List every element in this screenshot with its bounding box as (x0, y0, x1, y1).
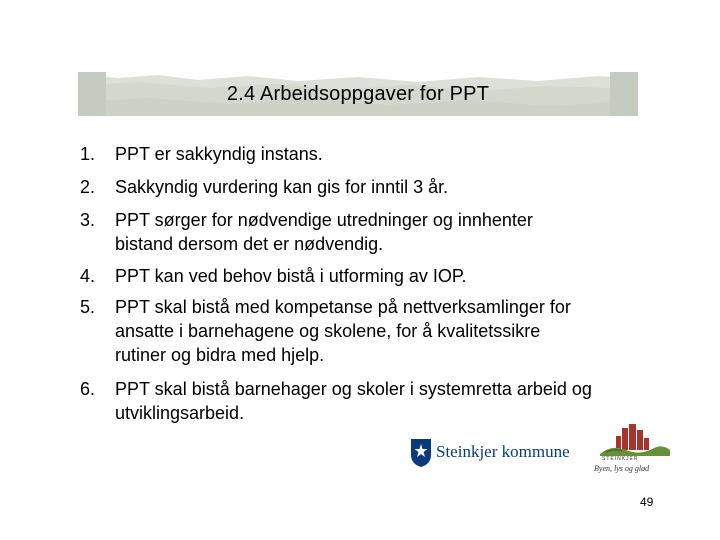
list-item-text: PPT sørger for nødvendige utredninger og innhenter bistand dersom det er nødvendig. (115, 210, 533, 254)
steinkjer-kommune-logo (410, 436, 580, 472)
list-item-number: 3. (80, 210, 96, 230)
list-item-number: 5. (80, 297, 96, 317)
list-item-number: 4. (80, 266, 96, 286)
steinkjer-city-logo (592, 424, 674, 480)
list-item-text: PPT skal bistå med kompetanse på nettverksamlinger for ansatte i barnehagene og skolene, for å kvalitetssikre rutiner og bidra med hjelp. (115, 297, 571, 365)
city-skyline-icon (592, 424, 674, 456)
list-item-number: 6. (80, 379, 96, 399)
list-item-text: Sakkyndig vurdering kan gis for inntil 3 år. (115, 177, 449, 197)
list-item-number: 2. (80, 177, 96, 197)
list-item-text: PPT skal bistå barnehager og skoler i systemretta arbeid og utviklingsarbeid. (115, 379, 592, 423)
title-band (78, 72, 638, 116)
slide-title: 2.4 Arbeidsoppgaver for PPT (226, 83, 490, 105)
list-item-number: 1. (80, 144, 96, 164)
list-item-text: PPT kan ved behov bistå i utforming av IOP. (115, 266, 467, 286)
kommune-name: Steinkjer kommune (436, 442, 570, 461)
city-word: STEINKJER (602, 456, 639, 462)
kommune-shield-icon (410, 438, 432, 468)
list-item-text: PPT er sakkyndig instans. (115, 144, 323, 164)
page-number: 49 (640, 495, 654, 509)
city-slogan: Byen, lys og glød (594, 464, 650, 473)
